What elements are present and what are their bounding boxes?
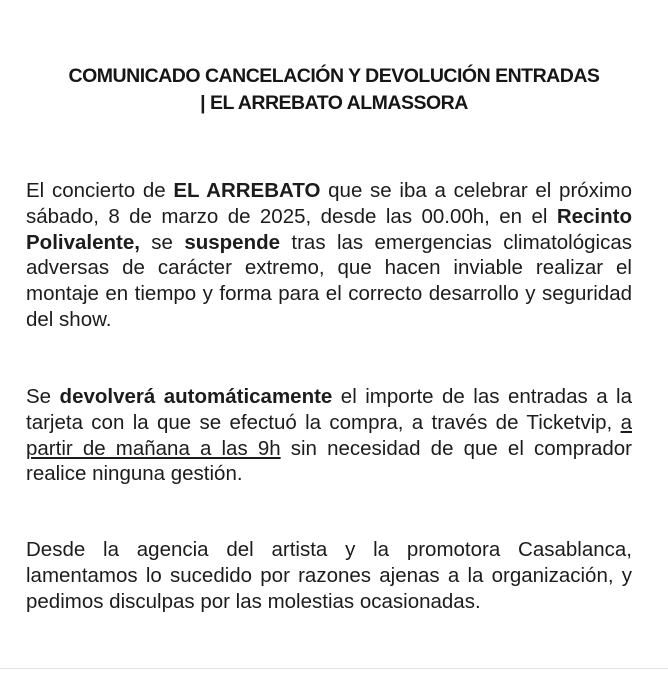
p1-text-2: que se iba a celebrar el próximo sábado, 8 de marzo de 2025, desde las 00.00h, en el [26,179,632,228]
paragraph-refund [26,384,632,487]
p1-text-4: tras las emergencias climatológicas adversas de carácter extremo, que hacen inviable realizar el montaje en tiempo y forma para el correcto desarrollo y seguridad del show. [26,230,632,331]
bottom-divider [0,668,668,669]
p3-text-1: Desde la agencia del artista y la promotora Casablanca, lamentamos lo sucedido por razones ajenas a la organización, y pedimos disculpas por las molestias ocasionadas. [26,538,632,613]
p1-text-3: se [139,230,185,254]
p2-text-3: sin necesidad de que el comprador realice ninguna gestión. [26,436,632,486]
refund-start-time: a partir de mañana a las 9h [26,410,632,460]
paragraph-apology [26,537,632,614]
title-line-2: | EL ARREBATO ALMASSORA [200,92,468,114]
suspended-keyword: suspende [184,230,281,254]
paragraph-cancellation [26,178,632,333]
title-line-1: COMUNICADO CANCELACIÓN Y DEVOLUCIÓN ENTRADAS [68,65,600,87]
artist-name: EL ARREBATO [173,179,321,202]
p2-text-2: el importe de las entradas a la tarjeta con la que se efectuó la compra, a través de Ticketvip, [26,385,633,434]
automatic-refund-keyword: devolverá automáticamente [59,385,333,408]
p1-text-1: El concierto de [26,179,174,202]
p2-text-1: Se [26,385,60,408]
venue-name: Recinto Polivalente, [26,204,632,254]
announcement-title [10,63,658,117]
